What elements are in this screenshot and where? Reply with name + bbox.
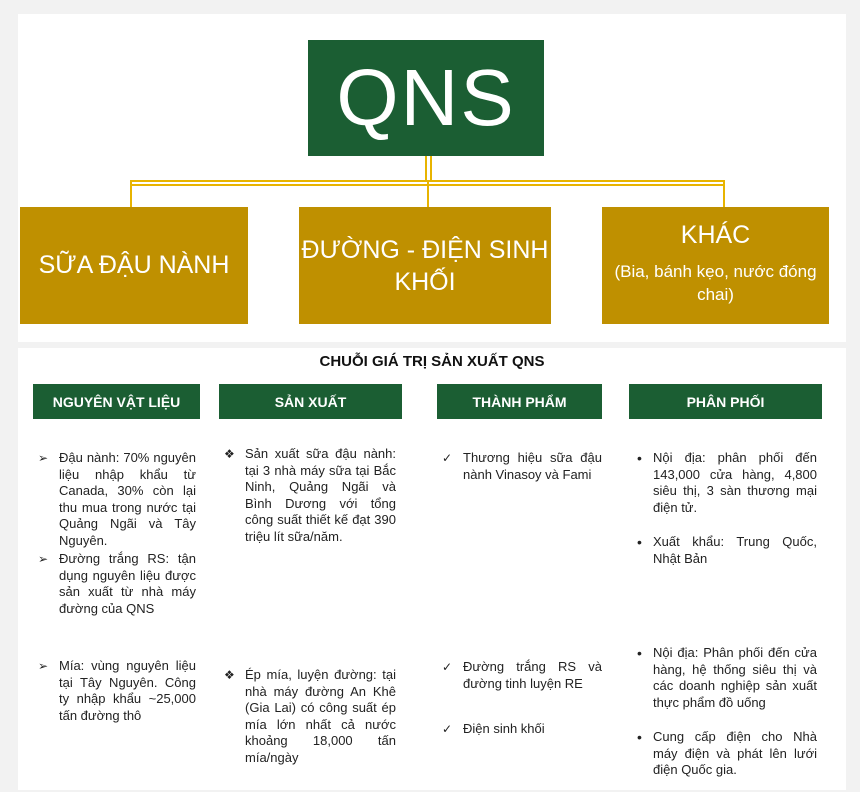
list-item [38, 658, 196, 724]
branch-soy-milk-label: SỮA ĐẬU NÀNH [38, 251, 230, 279]
dot-bullet-icon: • [637, 534, 642, 550]
arrow-bullet-icon: ➢ [38, 451, 49, 465]
header-production [219, 384, 402, 419]
dot-bullet-icon: • [637, 645, 642, 661]
connector-drop-middle [427, 180, 429, 207]
column-raw-materials [38, 450, 196, 724]
header-finished-products-label: THÀNH PHẨM [472, 393, 567, 410]
connector-drop-right [723, 180, 725, 207]
list-item-text: Nội địa: Phân phối đến cửa hàng, hệ thống siêu thị và các doanh nghiệp sản xuất thực phẩm đồ uống [653, 645, 817, 710]
list-item-text: Xuất khẩu: Trung Quốc, Nhật Bản [653, 534, 817, 566]
list-item-text: Điện sinh khối [463, 721, 545, 736]
branch-sugar-biomass [299, 207, 551, 324]
arrow-bullet-icon: ➢ [38, 552, 49, 566]
diamond-bullet-icon: ❖ [224, 668, 235, 682]
list-item-text: Mía: vùng nguyên liệu tại Tây Nguyên. Công ty nhập khẩu ~25,000 tấn đường thô [59, 658, 196, 723]
branch-other-sublabel: (Bia, bánh kẹo, nước đóng chai) [614, 262, 817, 304]
list-item [632, 729, 817, 779]
list-item [442, 659, 602, 692]
connector-drop-left [130, 180, 132, 207]
value-chain [18, 348, 846, 790]
list-item-text: Thương hiệu sữa đậu nành Vinasoy và Fami [463, 450, 602, 482]
branch-soy-milk [20, 207, 248, 324]
branch-other-label: KHÁC [680, 221, 751, 249]
list-item [442, 721, 602, 738]
column-distribution [632, 450, 817, 779]
header-production-label: SẢN XUẤT [274, 393, 347, 410]
header-raw-materials-label: NGUYÊN VẬT LIỆU [52, 393, 181, 410]
list-item [632, 534, 817, 567]
header-distribution [629, 384, 822, 419]
column-production [224, 446, 396, 766]
list-item-text: Cung cấp điện cho Nhà máy điện và phát lên lưới điện Quốc gia. [653, 729, 817, 777]
list-item [442, 450, 602, 483]
list-item [224, 667, 396, 766]
dot-bullet-icon: • [637, 450, 642, 466]
connector-trunk-2 [430, 156, 432, 180]
list-item [38, 551, 196, 617]
list-item-text: Ép mía, luyện đường: tại nhà máy đường An Khê (Gia Lai) có công suất ép mía lớn nhất cả nước khoảng 18,000 tấn mía/ngày [245, 667, 396, 765]
check-bullet-icon: ✓ [442, 722, 453, 736]
list-item [632, 645, 817, 711]
column-finished-products [442, 450, 602, 738]
list-item [224, 446, 396, 545]
list-item-text: Sản xuất sữa đậu nành: tại 3 nhà máy sữa tại Bắc Ninh, Quảng Ngãi và Bình Dương với tổng công suất thiết kế đạt 390 triệu lít sữa/năm. [245, 446, 396, 544]
value-chain-title: CHUỖI GIÁ TRỊ SẢN XUẤT QNS [319, 353, 545, 370]
arrow-bullet-icon: ➢ [38, 659, 49, 673]
org-chart [18, 14, 846, 342]
list-item-text: Đường trắng RS: tận dụng nguyên liệu được sản xuất từ nhà máy đường của QNS [59, 551, 196, 616]
list-item-text: Đường trắng RS và đường tinh luyện RE [463, 659, 602, 691]
diamond-bullet-icon: ❖ [224, 447, 235, 461]
check-bullet-icon: ✓ [442, 660, 453, 674]
check-bullet-icon: ✓ [442, 451, 453, 465]
header-raw-materials [33, 384, 200, 419]
list-item [632, 450, 817, 516]
header-distribution-label: PHÂN PHỐI [686, 393, 765, 410]
qns-root-label: QNS [336, 53, 516, 142]
dot-bullet-icon: • [637, 729, 642, 745]
header-finished-products [437, 384, 602, 419]
list-item-text: Nội địa: phân phối đến 143,000 cửa hàng, 4,800 siêu thị, 3 sàn thương mại điện tử. [653, 450, 817, 515]
list-item-text: Đậu nành: 70% nguyên liệu nhập khẩu từ Canada, 30% còn lại thu mua trong nước tại Quảng Ngãi và Tây Nguyên. [59, 450, 196, 548]
branch-other [602, 207, 829, 324]
connector-trunk [425, 156, 427, 180]
qns-root-box [308, 40, 544, 156]
list-item [38, 450, 196, 549]
branch-sugar-biomass-label: ĐƯỜNG - ĐIỆN SINH KHỐI [301, 235, 549, 296]
